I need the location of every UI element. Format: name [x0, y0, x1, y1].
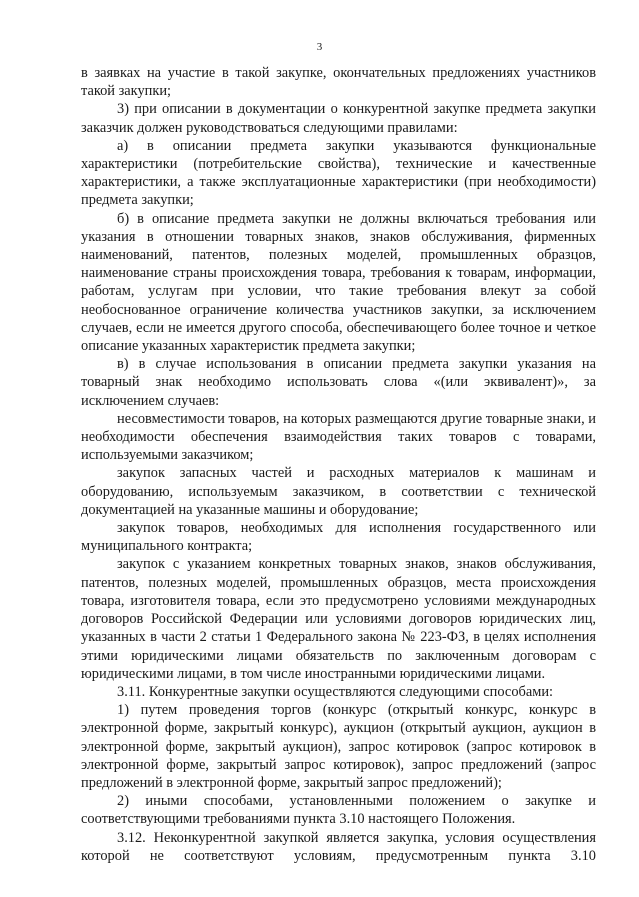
- paragraph-3-11-item-1: 1) путем проведения торгов (конкурс (открытый конкурс, конкурс в электронной форме, закрытый конкурс), аукцион (открытый аукцион, аукцион в электронной форме, закрытый аукцион), запрос котировок (запрос котировок в электронной форме, закрытый запрос котировок), запрос предложений (запрос предложений в электронной форме, закрытый запрос предложений);: [81, 702, 596, 791]
- paragraph-subitem-b: б) в описание предмета закупки не должны включаться требования или указания в отношении товарных знаков, знаков обслуживания, фирменных наименований, патентов, полезных моделей, промышленных образцов, наименование страны происхождения товара, требования к товарам, информации, работам, услугам при условии, что такие требования влекут за собой необоснованное ограничение количества участников закупки, за исключением случаев, если не имеется другого способа, обеспечивающего более точное и четкое описание указанных характеристик предмета закупки;: [81, 210, 596, 355]
- paragraph-exception-state-contract: закупок товаров, необходимых для исполнения государственного или муниципального контракта;: [81, 520, 596, 555]
- paragraph-continuation: в заявках на участие в такой закупке, окончательных предложениях участников такой закупки;: [81, 65, 596, 100]
- page-number: 3: [316, 41, 323, 53]
- paragraph-exception-spare-parts: закупок запасных частей и расходных материалов к машинам и оборудованию, используемым заказчиком, в соответствии с технической документацией на указанные машины и оборудование;: [81, 465, 596, 518]
- paragraph-item-3: 3) при описании в документации о конкурентной закупке предмета закупки заказчик должен руководствоваться следующими правилами:: [81, 101, 596, 136]
- paragraph-exception-international: закупок с указанием конкретных товарных знаков, знаков обслуживания, патентов, полезных моделей, промышленных образцов, места происхождения товара, изготовителя товара, если это предусмотрено условиями международных договоров Российской Федерации или условиями договоров юридических лиц, указанных в части 2 статьи 1 Федерального закона № 223-ФЗ, в целях исполнения этими юридическими лицами обязательств по заключенным договорам с юридическими лицами, в том числе иностранными юридическими лицами.: [81, 556, 596, 682]
- paragraph-exception-incompatibility: несовместимости товаров, на которых размещаются другие товарные знаки, и необходимости обеспечения взаимодействия таких товаров с товарами, используемыми заказчиком;: [81, 410, 596, 464]
- paragraph-3-11-item-2: 2) иными способами, установленными положением о закупке и соответствующими требованиями пункта 3.10 настоящего Положения.: [81, 793, 596, 828]
- paragraph-subitem-v: в) в случае использования в описании предмета закупки указания на товарный знак необходимо использовать слова «(или эквивалент)», за исключением случаев:: [81, 356, 596, 409]
- document-body: [81, 64, 596, 865]
- paragraph-subitem-a: а) в описании предмета закупки указываются функциональные характеристики (потребительские свойства), технические и качественные характеристики, а также эксплуатационные характеристики (при необходимости) предмета закупки;: [81, 137, 596, 209]
- paragraph-3-11: 3.11. Конкурентные закупки осуществляются следующими способами:: [117, 683, 554, 700]
- paragraph-3-12: 3.12. Неконкурентной закупкой является закупка, условия осуществления которой не соответствуют условиям, предусмотренным пункта 3.10: [81, 829, 596, 864]
